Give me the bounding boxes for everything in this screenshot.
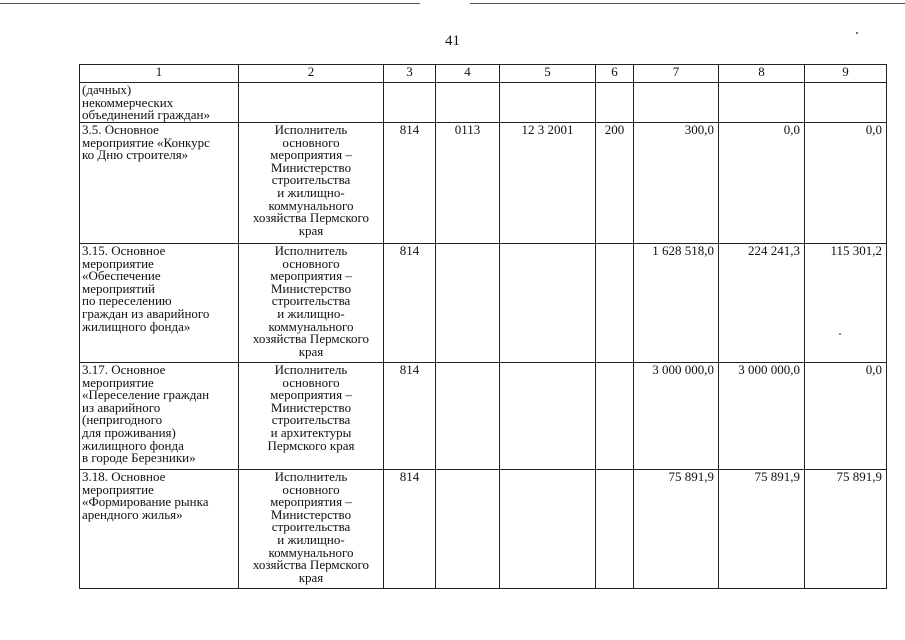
column-header: 1 bbox=[80, 65, 239, 83]
scan-edge-line-right bbox=[470, 3, 905, 4]
executor-cell: Исполнитель основного мероприятия – Министерство строительства и жилищно- коммунального хозяйства Пермского края bbox=[239, 123, 384, 244]
code-cell bbox=[384, 83, 436, 123]
target-item-cell bbox=[500, 83, 596, 123]
amount-cell: 0,0 bbox=[805, 123, 887, 244]
expense-type-cell bbox=[596, 363, 634, 470]
column-header: 3 bbox=[384, 65, 436, 83]
activity-cell: (дачных) некоммерческих объединений граждан» bbox=[80, 83, 239, 123]
column-header: 5 bbox=[500, 65, 596, 83]
amount-cell: 75 891,9 bbox=[805, 470, 887, 589]
amount-cell: 75 891,9 bbox=[719, 470, 805, 589]
table-row bbox=[80, 363, 887, 470]
activity-cell: 3.5. Основное мероприятие «Конкурс ко Дню строителя» bbox=[80, 123, 239, 244]
column-header: 8 bbox=[719, 65, 805, 83]
code-cell: 814 bbox=[384, 363, 436, 470]
amount-cell bbox=[719, 83, 805, 123]
executor-cell: Исполнитель основного мероприятия – Министерство строительства и архитектуры Пермского края bbox=[239, 363, 384, 470]
expense-type-cell: 200 bbox=[596, 123, 634, 244]
amount-cell bbox=[634, 83, 719, 123]
section-cell bbox=[436, 83, 500, 123]
expense-type-cell bbox=[596, 470, 634, 589]
executor-cell: Исполнитель основного мероприятия – Министерство строительства и жилищно- коммунального хозяйства Пермского края bbox=[239, 470, 384, 589]
expense-type-cell bbox=[596, 83, 634, 123]
scan-speck bbox=[856, 32, 858, 34]
amount-cell: 0,0 bbox=[805, 363, 887, 470]
scan-edge-line-left bbox=[0, 3, 420, 4]
executor-cell: Исполнитель основного мероприятия – Министерство строительства и жилищно- коммунального хозяйства Пермского края bbox=[239, 244, 384, 363]
page-number: 41 bbox=[445, 33, 460, 49]
section-cell bbox=[436, 244, 500, 363]
column-header: 2 bbox=[239, 65, 384, 83]
column-header: 9 bbox=[805, 65, 887, 83]
table-row bbox=[80, 83, 887, 123]
target-item-cell: 12 3 2001 bbox=[500, 123, 596, 244]
section-cell bbox=[436, 470, 500, 589]
amount-cell: 3 000 000,0 bbox=[719, 363, 805, 470]
amount-cell: 3 000 000,0 bbox=[634, 363, 719, 470]
code-cell: 814 bbox=[384, 470, 436, 589]
executor-cell bbox=[239, 83, 384, 123]
activity-cell: 3.18. Основное мероприятие «Формирование рынка арендного жилья» bbox=[80, 470, 239, 589]
budget-table bbox=[79, 64, 887, 589]
target-item-cell bbox=[500, 470, 596, 589]
code-cell: 814 bbox=[384, 244, 436, 363]
table-row bbox=[80, 123, 887, 244]
expense-type-cell bbox=[596, 244, 634, 363]
activity-cell: 3.17. Основное мероприятие «Переселение граждан из аварийного (непригодного для проживания) жилищного фонда в городе Березники» bbox=[80, 363, 239, 470]
amount-cell: 300,0 bbox=[634, 123, 719, 244]
amount-cell: 1 628 518,0 bbox=[634, 244, 719, 363]
amount-cell: 75 891,9 bbox=[634, 470, 719, 589]
target-item-cell bbox=[500, 244, 596, 363]
target-item-cell bbox=[500, 363, 596, 470]
table-row bbox=[80, 244, 887, 363]
code-cell: 814 bbox=[384, 123, 436, 244]
table-row bbox=[80, 470, 887, 589]
amount-cell: 224 241,3 bbox=[719, 244, 805, 363]
column-header: 6 bbox=[596, 65, 634, 83]
amount-cell: 115 301,2 bbox=[805, 244, 887, 363]
column-header: 4 bbox=[436, 65, 500, 83]
section-cell: 0113 bbox=[436, 123, 500, 244]
amount-cell bbox=[805, 83, 887, 123]
table-header-row bbox=[80, 65, 887, 83]
section-cell bbox=[436, 363, 500, 470]
activity-cell: 3.15. Основное мероприятие «Обеспечение мероприятий по переселению граждан из аварийного жилищного фонда» bbox=[80, 244, 239, 363]
column-header: 7 bbox=[634, 65, 719, 83]
amount-cell: 0,0 bbox=[719, 123, 805, 244]
